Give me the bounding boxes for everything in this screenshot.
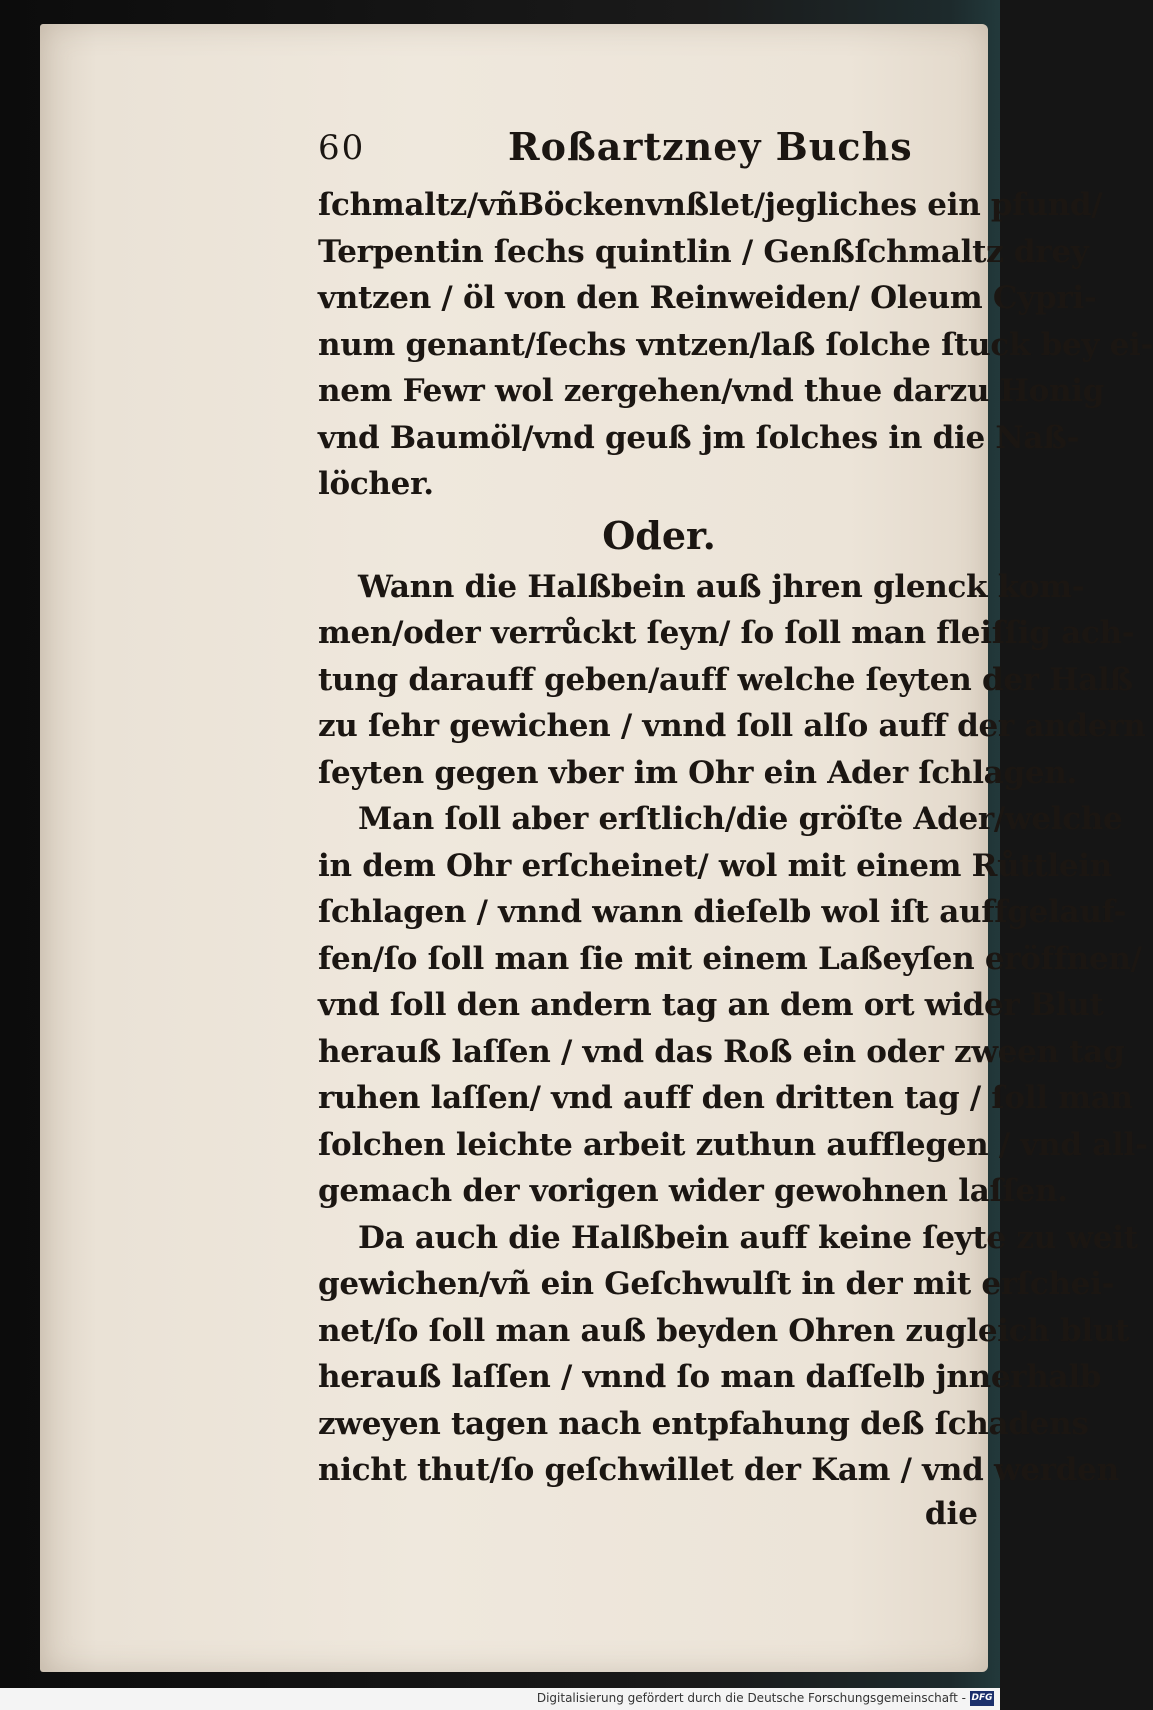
page-number: 60 <box>318 128 366 168</box>
text-line: men/oder verrůckt ſeyn/ ſo ſoll man fleiſſig ach- <box>318 615 1135 651</box>
text-line: Wann die Halßbein auß jhren glenck kom- <box>358 568 1085 605</box>
text-line: tung darauff geben/auff welche ſeyten der Halß <box>318 661 1133 698</box>
section-heading: Oder. <box>602 512 716 558</box>
text-line: gemach der vorigen wider gewohnen laſſen. <box>318 1173 1068 1209</box>
paragraph-3 <box>240 796 1148 1215</box>
text-line: ſchlagen / vnnd wann dieſelb wol iſt auffgelauf- <box>318 894 1127 930</box>
text-line: herauß laſſen / vnnd ſo man daſſelb jnnerhalb <box>318 1359 1102 1395</box>
text-line: gewichen/vñ ein Geſchwulſt in der mit erſchei- <box>318 1266 1115 1302</box>
running-title: Roßartzney Buchs <box>508 124 913 169</box>
paragraph-1 <box>240 182 1153 508</box>
text-line: löcher. <box>318 466 434 502</box>
dfg-logo: DFG <box>970 1691 994 1706</box>
text-line: herauß laſſen / vnd das Roß ein oder zween tag <box>318 1033 1125 1070</box>
text-line: ruhen laſſen/ vnd auff den dritten tag / ſoll man <box>318 1080 1133 1116</box>
text-block <box>240 110 1153 1534</box>
text-line: zu ſehr gewichen / vnnd ſoll alſo auff der andern <box>318 708 1146 744</box>
text-line: nicht thut/ſo geſchwillet der Kam / vnd werden <box>318 1452 1119 1488</box>
digitization-footer <box>0 1688 1000 1710</box>
text-line: fen/ſo ſoll man ſie mit einem Laßeyſen eröffnen/ <box>318 940 1142 977</box>
text-line: Terpentin ſechs quintlin / Genßſchmaltz drey <box>318 233 1089 270</box>
text-line: num genant/ſechs vntzen/laß ſolche ſtuck bey ei- <box>318 326 1153 363</box>
paragraph-2 <box>240 564 1146 797</box>
text-line: nem Fewr wol zergehen/vnd thue darzu Honig <box>318 373 1105 409</box>
text-line: ſchmaltz/vñBöckenvnßlet/jegliches ein pfund/ <box>318 187 1103 223</box>
text-line: vnd ſoll den andern tag an dem ort wider Blut <box>318 987 1104 1023</box>
page-header <box>318 110 960 182</box>
text-line: zweyen tagen nach entpfahung deß ſchadens <box>318 1405 1089 1442</box>
text-line: in dem Ohr erſcheinet/ wol mit einem Růttlein <box>318 847 1112 884</box>
text-line: ſolchen leichte arbeit zuthun aufflegen / vnd all- <box>318 1126 1148 1163</box>
catchword: die <box>924 1495 978 1532</box>
text-line: Man ſoll aber erſtlich/die gröſte Ader/welche <box>358 801 1123 837</box>
book-page <box>40 24 1153 1672</box>
text-line: vnd Baumöl/vnd geuß jm ſolches in die Naß- <box>318 419 1080 456</box>
paragraph-4 <box>240 1215 1138 1494</box>
text-line: ſeyten gegen vber im Ohr ein Ader ſchlagen. <box>318 754 1077 791</box>
funding-credit: Digitalisierung gefördert durch die Deutsche Forschungsgemeinschaft - <box>536 1691 966 1705</box>
text-line: Da auch die Halßbein auff keine ſeyte zu weit <box>358 1219 1138 1256</box>
text-line: net/ſo ſoll man auß beyden Ohren zugleich blut <box>318 1312 1130 1349</box>
text-line: vntzen / öl von den Reinweiden/ Oleum Cypri- <box>318 280 1097 316</box>
